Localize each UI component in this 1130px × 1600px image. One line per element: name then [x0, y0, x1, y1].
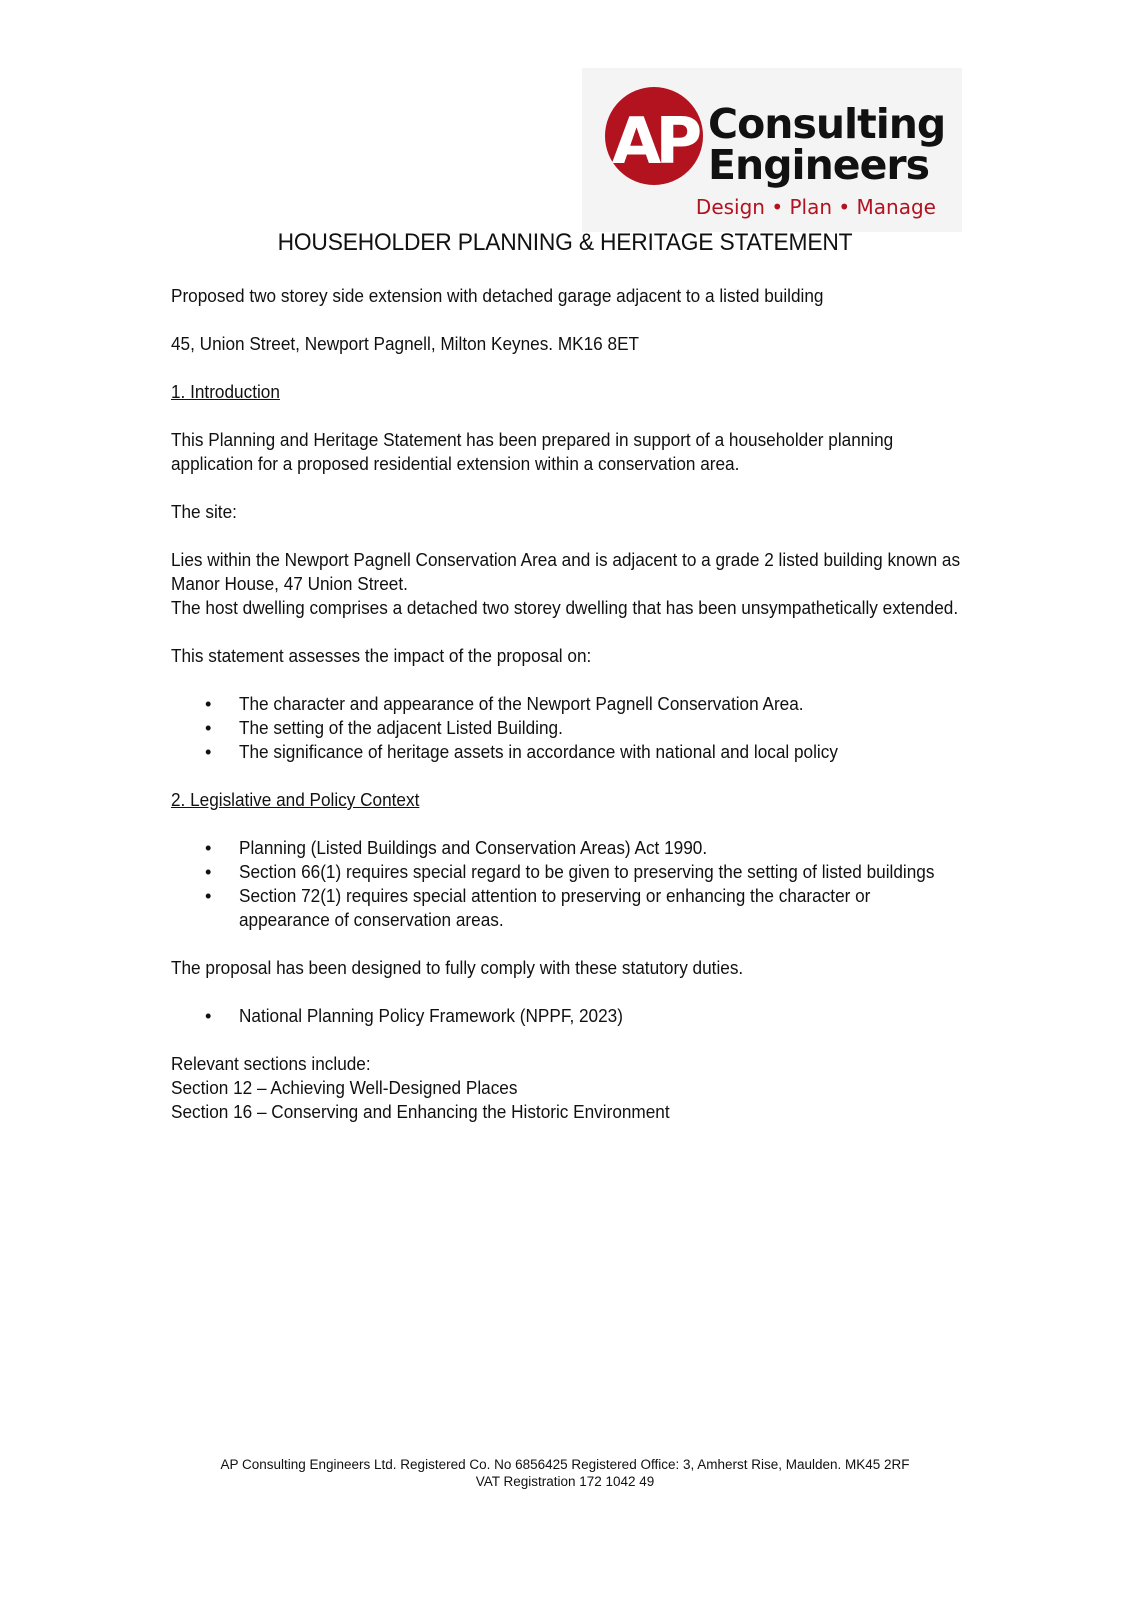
list-item: • Planning (Listed Buildings and Conservation Areas) Act 1990. [171, 836, 971, 860]
logo-line-consulting: Consulting [708, 100, 946, 148]
logo-tagline: Design • Plan • Manage [695, 195, 936, 219]
company-logo [582, 68, 962, 232]
ap-logo-graphic [582, 68, 962, 232]
site-description [171, 548, 971, 596]
footer-vat: VAT Registration 172 1042 49 [475, 1474, 655, 1489]
list-item: • Section 66(1) requires special regard to be given to preserving the setting of listed buildings [171, 860, 971, 884]
assessment-list [171, 692, 971, 764]
legislation-list [171, 836, 971, 932]
logo-initials: AP [611, 105, 697, 179]
section-1-heading: 1. Introduction [171, 381, 280, 402]
list-item: • The character and appearance of the Newport Pagnell Conservation Area. [171, 692, 971, 716]
list-item: • Section 72(1) requires special attention to preserving or enhancing the character or appearance of conservation areas. [171, 884, 971, 932]
logo-line-engineers: Engineers [708, 141, 930, 189]
list-item: • National Planning Policy Framework (NPPF, 2023) [171, 1004, 971, 1028]
intro-para-line: application for a proposed residential extension within a conservation area. [171, 453, 740, 474]
compliance-statement: The proposal has been designed to fully comply with these statutory duties. [171, 957, 744, 978]
section-2-heading: 2. Legislative and Policy Context [171, 789, 420, 810]
site-desc-line: Manor House, 47 Union Street. [171, 573, 408, 594]
host-dwelling-description: The host dwelling comprises a detached two storey dwelling that has been unsympathetically extended. [171, 597, 959, 618]
nppf-list [171, 1004, 971, 1028]
site-label: The site: [171, 501, 237, 522]
assessment-intro: This statement assesses the impact of the proposal on: [171, 645, 592, 666]
document-body [171, 284, 971, 1124]
introduction-paragraph [171, 428, 971, 476]
page-footer [0, 1456, 1130, 1490]
list-item: • The setting of the adjacent Listed Building. [171, 716, 971, 740]
footer-registration: AP Consulting Engineers Ltd. Registered Co. No 6856425 Registered Office: 3, Amherst Rise, Maulden. MK45 2RF [220, 1457, 910, 1472]
proposal-description: Proposed two storey side extension with detached garage adjacent to a listed building [171, 285, 824, 306]
site-address: 45, Union Street, Newport Pagnell, Milton Keynes. MK16 8ET [171, 333, 640, 354]
relevant-section-item: Section 12 – Achieving Well-Designed Places [171, 1077, 518, 1098]
document-title: HOUSEHOLDER PLANNING & HERITAGE STATEMENT [277, 229, 853, 256]
relevant-section-item: Section 16 – Conserving and Enhancing the Historic Environment [171, 1101, 670, 1122]
relevant-sections-intro: Relevant sections include: [171, 1053, 371, 1074]
intro-para-line: This Planning and Heritage Statement has been prepared in support of a householder planning [171, 429, 894, 450]
list-item: • The significance of heritage assets in accordance with national and local policy [171, 740, 971, 764]
site-desc-line: Lies within the Newport Pagnell Conservation Area and is adjacent to a grade 2 listed building known as [171, 549, 961, 570]
